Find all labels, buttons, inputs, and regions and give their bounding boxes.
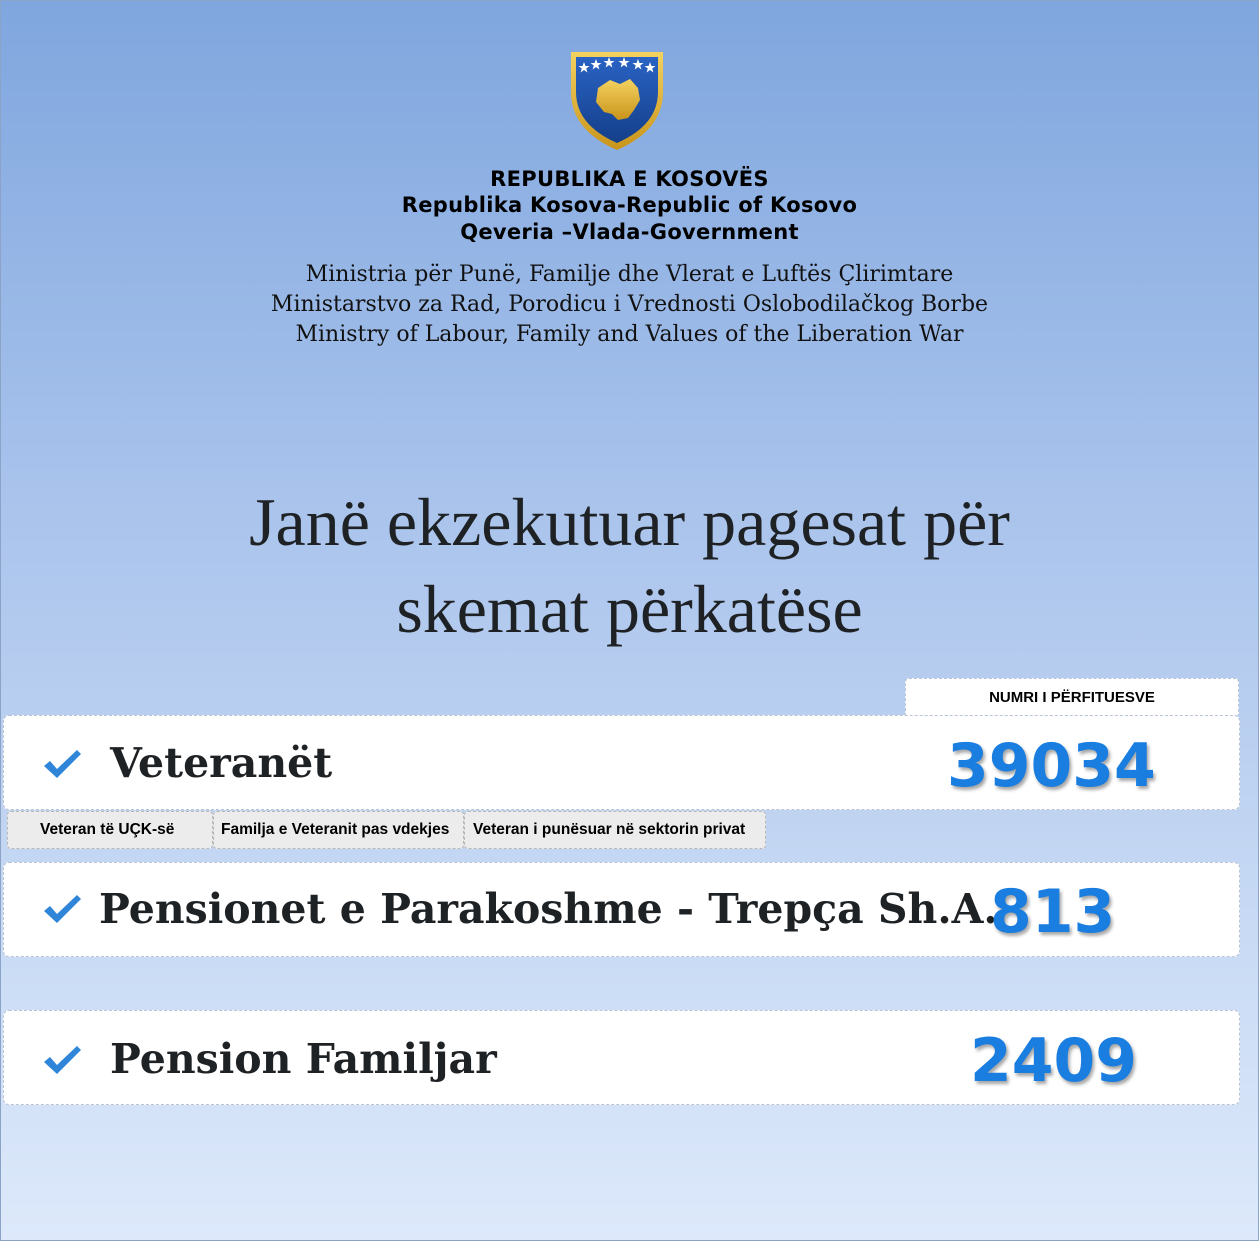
beneficiaries-count-header: NUMRI I PËRFITUESVE — [905, 678, 1239, 715]
card-early-pensions — [3, 862, 1240, 957]
ministry-name-sq: Ministria për Punë, Familje dhe Vlerat e Luftës Çlirimtare — [305, 262, 954, 287]
card-family-pension — [3, 1010, 1240, 1105]
subtab-uck-veteran[interactable]: Veteran të UÇK-së — [7, 811, 213, 849]
card-value-family-pension: 2409 — [970, 1026, 1137, 1096]
card-label-veterans: Veteranët — [110, 739, 333, 787]
subtab-veteran-family[interactable]: Familja e Veteranit pas vdekjes — [213, 811, 464, 849]
check-icon — [42, 747, 82, 781]
subtab-private-sector-veteran[interactable]: Veteran i punësuar në sektorin privat — [464, 811, 766, 849]
card-label-family-pension: Pension Familjar — [110, 1035, 497, 1083]
veteran-subtabs — [7, 811, 766, 849]
kosovo-emblem-icon — [568, 44, 666, 152]
card-veterans — [3, 715, 1240, 810]
ministry-name-en: Ministry of Labour, Family and Values of the Liberation War — [295, 322, 964, 347]
republic-title: REPUBLIKA E KOSOVËS — [490, 167, 769, 191]
government-title: Qeveria –Vlada-Government — [460, 220, 799, 244]
republic-subtitle: Republika Kosova-Republic of Kosovo — [401, 193, 858, 217]
ministry-name-sr: Ministarstvo za Rad, Porodicu i Vrednosti Oslobodilačkog Borbe — [270, 292, 989, 317]
headline-line-2: skemat përkatëse — [396, 571, 863, 647]
card-label-early-pensions: Pensionet e Parakoshme - Trepça Sh.A. — [99, 885, 998, 933]
card-value-veterans: 39034 — [947, 731, 1156, 801]
check-icon — [42, 892, 82, 926]
card-value-early-pensions: 813 — [990, 877, 1116, 947]
check-icon — [42, 1043, 82, 1077]
headline-line-1: Janë ekzekutuar pagesat për — [249, 484, 1010, 560]
